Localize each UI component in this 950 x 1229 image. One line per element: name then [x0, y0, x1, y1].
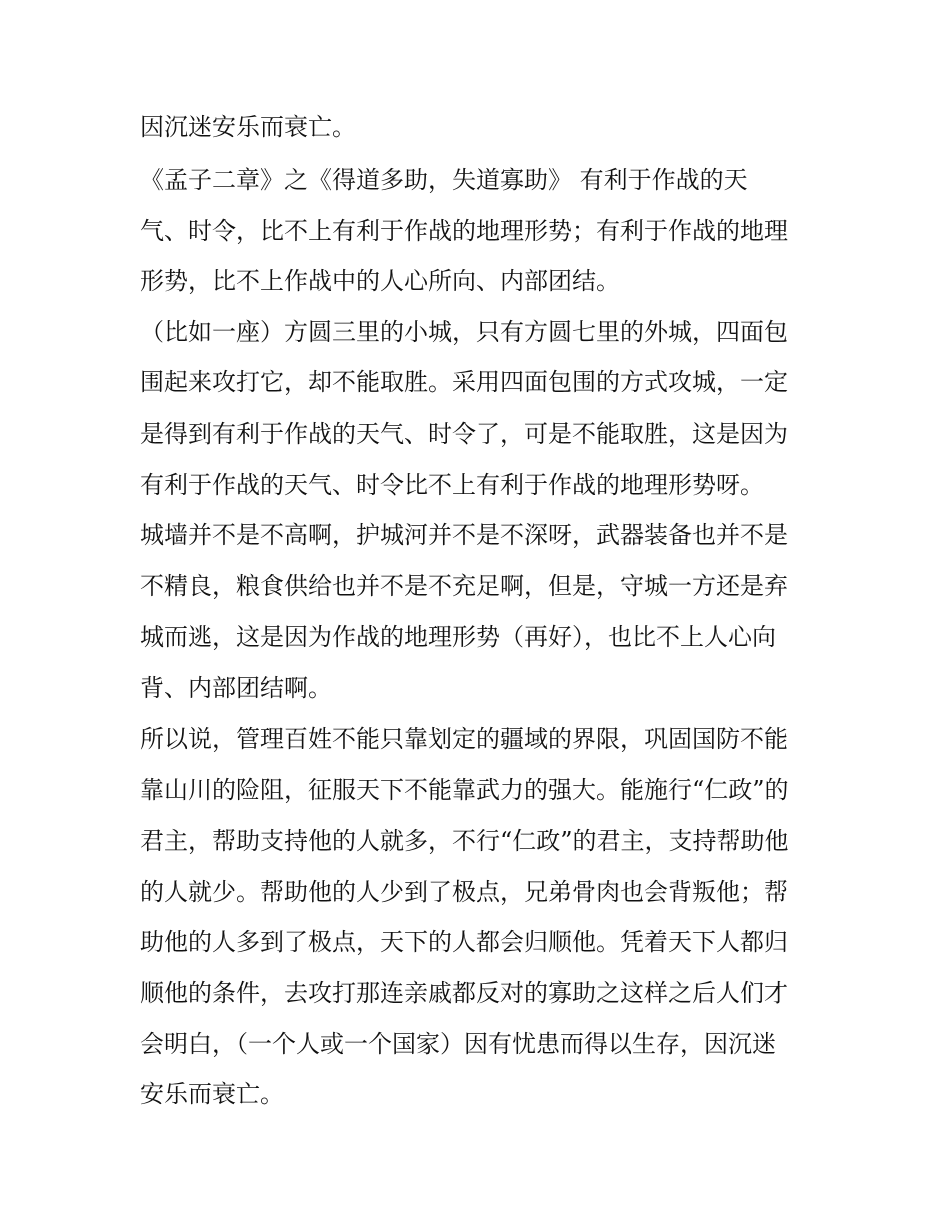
text-line: 围起来攻打它，却不能取胜。采用四面包围的方式攻城，一定	[140, 368, 788, 396]
text-line: 形势，比不上作战中的人心所向、内部团结。	[140, 267, 620, 295]
text-line: 顺他的条件，去攻打那连亲戚都反对的寡助之这样之后人们才	[140, 979, 788, 1007]
text-line: （比如一座）方圆三里的小城，只有方圆七里的外城，四面包	[140, 318, 788, 346]
text-line: 是得到有利于作战的天气、时令了，可是不能取胜，这是因为	[140, 420, 788, 448]
text-line: 会明白，（一个人或一个国家）因有忧患而得以生存，因沉迷	[140, 1030, 776, 1058]
text-line: 背、内部团结啊。	[140, 674, 332, 702]
text-line: 安乐而衰亡。	[140, 1080, 284, 1108]
text-line: 不精良，粮食供给也并不是不充足啊，但是，守城一方还是弃	[140, 572, 788, 600]
text-line: 靠山川的险阻，征服天下不能靠武力的强大。能施行“仁政”的	[140, 776, 789, 804]
text-line: 城墙并不是不高啊，护城河并不是不深呀，武器装备也并不是	[140, 521, 788, 549]
text-line: 气、时令，比不上有利于作战的地理形势；有利于作战的地理	[140, 217, 788, 245]
text-line: 助他的人多到了极点，天下的人都会归顺他。凭着天下人都归	[140, 928, 788, 956]
text-line: 所以说，管理百姓不能只靠划定的疆域的界限，巩固国防不能	[140, 725, 788, 753]
text-line: 城而逃，这是因为作战的地理形势（再好），也比不上人心向	[140, 623, 776, 651]
text-line: 《孟子二章》之《得道多助，失道寡助》 有利于作战的天	[140, 166, 748, 194]
text-line: 有利于作战的天气、时令比不上有利于作战的地理形势呀。	[140, 471, 764, 499]
text-line: 的人就少。帮助他的人少到了极点，兄弟骨肉也会背叛他；帮	[140, 878, 788, 906]
text-line: 君主，帮助支持他的人就多，不行“仁政”的君主，支持帮助他	[140, 827, 789, 855]
text-line: 因沉迷安乐而衰亡。	[140, 113, 356, 141]
